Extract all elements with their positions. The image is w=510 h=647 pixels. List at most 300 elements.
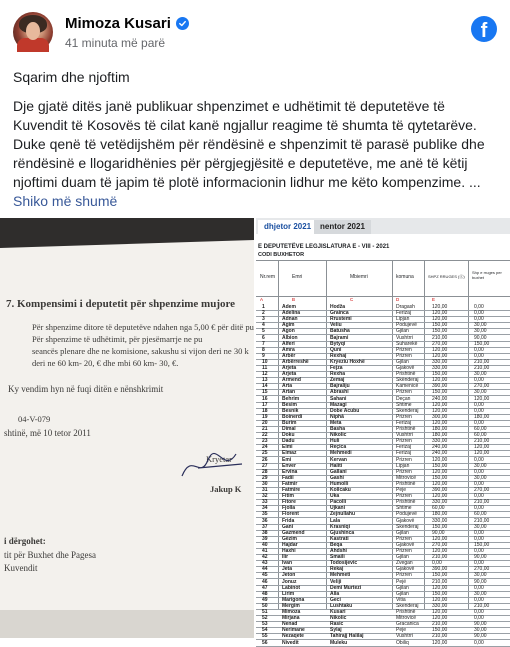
table-cell: 180,00 bbox=[432, 432, 448, 439]
table-cell: 28 bbox=[262, 468, 268, 475]
table-cell: 0,00 bbox=[474, 560, 484, 567]
table-cell: Haliti bbox=[330, 462, 343, 469]
table-cell: 0,00 bbox=[432, 560, 442, 567]
table-cell: Krasniqi bbox=[330, 523, 351, 530]
table-cell: Veliu bbox=[330, 322, 342, 329]
photo-expense-spreadsheet[interactable] bbox=[256, 218, 510, 646]
author-name[interactable]: Mimoza Kusari bbox=[65, 14, 171, 32]
table-cell: 2 bbox=[262, 310, 265, 317]
table-cell: 120,00 bbox=[432, 377, 448, 384]
table-cell: Prizren bbox=[396, 456, 412, 463]
facebook-icon[interactable]: f bbox=[471, 16, 497, 42]
table-cell: Grainca bbox=[330, 310, 349, 317]
table-cell: Arbër bbox=[282, 352, 296, 359]
handwritten-signature bbox=[178, 446, 248, 486]
table-cell: 32 bbox=[262, 493, 268, 500]
table-cell: 90,00 bbox=[474, 633, 487, 640]
table-cell: Meta bbox=[330, 419, 342, 426]
doc-reference: 04-V-079 bbox=[18, 414, 51, 424]
table-cell: Ivan bbox=[282, 560, 293, 567]
table-cell: 30,00 bbox=[474, 572, 487, 579]
table-cell: Elmaz bbox=[282, 450, 297, 457]
table-cell: Vushtrri bbox=[396, 633, 414, 640]
doc-line: deri ne 60 km- 20, € dhe mbi 60 km- 30, €. bbox=[32, 358, 179, 368]
table-cell: Mitrovicë bbox=[396, 615, 417, 622]
table-cell: Sylaj bbox=[330, 627, 342, 634]
post-body: Dje gjatë ditës janë publikuar shpenzimet e udhëtimit të deputetëve të Kuvendit të Kosovës të cilat kanë ngjallur reagime të shumta të qytetarëve. Duke qenë të vetëdijshëm për rëndësinë e shpenzimit të parasë publike dhe rëndësinë e llogaridhënies për përgjegjësitë e deputetëve, me anë të këtij njoftimi duam të japim të plotë informacionin lidhur me këto kompenzime. ... bbox=[13, 98, 485, 190]
table-cell: 240,00 bbox=[432, 450, 448, 457]
table-cell: 52 bbox=[262, 615, 268, 622]
table-cell: 39 bbox=[262, 535, 268, 542]
author-avatar[interactable] bbox=[13, 12, 53, 52]
table-cell: 0,00 bbox=[474, 407, 484, 414]
table-cell: 0,00 bbox=[474, 310, 484, 317]
table-cell: 270,00 bbox=[474, 487, 490, 493]
table-cell: Humolli bbox=[330, 480, 349, 487]
table-cell: Gjilan bbox=[396, 554, 409, 561]
table-cell: Sahani bbox=[330, 395, 347, 402]
table-cell: Peje bbox=[396, 627, 407, 634]
sheet-tab-bar bbox=[256, 218, 510, 234]
table-cell: Besnik bbox=[282, 407, 299, 414]
table-cell: Enver bbox=[282, 462, 296, 469]
table-cell: Dragash bbox=[396, 304, 415, 310]
table-cell: 150,00 bbox=[432, 627, 448, 634]
post-timestamp[interactable]: 41 minuta më parë bbox=[65, 36, 166, 50]
table-cell: Gjilan bbox=[396, 590, 409, 597]
table-cell: 6 bbox=[262, 334, 265, 341]
table-cell: 30,00 bbox=[474, 322, 487, 329]
table-cell: 0,00 bbox=[474, 468, 484, 475]
doc-signature-title: Kryetar bbox=[206, 454, 232, 464]
col-letter: D bbox=[396, 297, 400, 302]
doc-heading: 7. Kompensimi i deputetit për shpenzime mujore bbox=[6, 298, 236, 310]
table-cell: Ilir bbox=[282, 554, 289, 561]
table-cell: 0,00 bbox=[474, 609, 484, 615]
table-cell: Adnan bbox=[282, 316, 298, 323]
table-cell: Hodža bbox=[330, 304, 345, 310]
table-cell: 31 bbox=[262, 487, 268, 493]
table-row bbox=[256, 640, 510, 647]
table-cell: 120,00 bbox=[432, 401, 448, 408]
table-cell: 0,00 bbox=[474, 377, 484, 384]
col-letter: C bbox=[350, 297, 354, 302]
table-cell: Gallani bbox=[330, 468, 347, 475]
table-cell: 23 bbox=[262, 438, 268, 445]
table-cell: Gëzim bbox=[282, 535, 298, 542]
table-cell: Mimoza bbox=[282, 609, 301, 615]
table-cell: 4 bbox=[262, 322, 265, 329]
table-cell: 180,00 bbox=[474, 413, 490, 420]
table-cell: 90,00 bbox=[474, 334, 487, 341]
table-cell: 18 bbox=[262, 407, 268, 414]
table-cell: 19 bbox=[262, 413, 268, 420]
table-cell: Prizren bbox=[396, 548, 412, 554]
table-cell: Fitim bbox=[282, 493, 294, 500]
table-cell: 30,00 bbox=[474, 474, 487, 481]
table-cell: 56 bbox=[262, 639, 268, 646]
table-cell: 270,00 bbox=[432, 541, 448, 548]
table-cell: 22 bbox=[262, 432, 268, 439]
table-cell: 36 bbox=[262, 517, 268, 524]
table-cell: Prishtinë bbox=[396, 426, 416, 432]
table-cell: Rexhaj bbox=[330, 352, 347, 359]
table-cell: Kusari bbox=[330, 609, 346, 615]
table-cell: 270,00 bbox=[432, 340, 448, 347]
table-cell: Podujevë bbox=[396, 511, 417, 518]
table-cell: Pacolli bbox=[330, 499, 347, 506]
table-cell: 330,00 bbox=[432, 517, 448, 524]
doc-date: shtinë, më 10 tetor 2011 bbox=[4, 428, 91, 438]
table-cell: Batusha bbox=[330, 328, 350, 335]
table-cell: Obiliq bbox=[396, 639, 409, 646]
table-cell: Smaili bbox=[330, 554, 345, 561]
table-cell: 3 bbox=[262, 316, 265, 323]
table-cell: Ferizaj bbox=[396, 450, 412, 457]
table-cell: 210,00 bbox=[474, 438, 490, 445]
table-cell: Ferizaj bbox=[396, 444, 412, 451]
table-cell: Skenderaj bbox=[396, 523, 419, 530]
table-cell: 120,00 bbox=[432, 609, 448, 615]
table-cell: Lushtaku bbox=[330, 602, 353, 609]
table-cell: Adem bbox=[282, 304, 296, 310]
table-cell: Gjushinca bbox=[330, 529, 355, 536]
table-cell: 330,00 bbox=[432, 365, 448, 371]
table-cell: Prizren bbox=[396, 352, 412, 359]
table-cell: Nikolic bbox=[330, 432, 347, 439]
table-cell: Prizren bbox=[396, 413, 412, 420]
table-cell: 210,00 bbox=[474, 499, 490, 506]
table-cell: 300,00 bbox=[432, 413, 448, 420]
doc-recipient: tit për Buxhet dhe Pagesa bbox=[4, 550, 96, 560]
table-cell: 150,00 bbox=[432, 389, 448, 396]
table-cell: Ferizaj bbox=[396, 419, 412, 426]
col-letter: B bbox=[292, 297, 296, 302]
table-cell: 90,00 bbox=[474, 578, 487, 585]
table-cell: 33 bbox=[262, 499, 268, 506]
table-cell: 90,00 bbox=[474, 621, 487, 628]
doc-recipients-label: i dërgohet: bbox=[4, 536, 46, 546]
table-cell: Agon bbox=[282, 328, 295, 335]
table-cell: Uka bbox=[330, 493, 340, 500]
table-cell: 120,00 bbox=[432, 407, 448, 414]
table-cell: Fatmire bbox=[282, 487, 301, 493]
table-cell: 120,00 bbox=[432, 346, 448, 353]
table-cell: Gjilan bbox=[396, 328, 409, 335]
table-cell: Ferizaj bbox=[396, 310, 412, 317]
table-cell: Mergim bbox=[282, 602, 300, 609]
table-cell: 150,00 bbox=[432, 523, 448, 530]
table-cell: 21 bbox=[262, 426, 268, 432]
table-cell: 120,00 bbox=[432, 316, 448, 323]
table-cell: Basha bbox=[330, 426, 346, 432]
table-cell: Ahdshi bbox=[330, 548, 347, 554]
table-cell: Bajrami bbox=[330, 334, 349, 341]
table-cell: Labinot bbox=[282, 584, 301, 591]
table-cell: 51 bbox=[262, 609, 268, 615]
table-cell: 38 bbox=[262, 529, 268, 536]
table-cell: Prizren bbox=[396, 346, 412, 353]
table-cell: Huli bbox=[330, 438, 340, 445]
table-cell: 0,00 bbox=[474, 493, 484, 500]
table-cell: 150,00 bbox=[432, 328, 448, 335]
spreadsheet bbox=[256, 234, 510, 646]
table-cell: 150,00 bbox=[432, 572, 448, 579]
table-cell: Arjeta bbox=[282, 371, 297, 378]
table-cell: Lirim bbox=[282, 590, 295, 597]
table-cell: 24 bbox=[262, 444, 268, 451]
photo-decision-document[interactable] bbox=[0, 218, 254, 638]
post-title: Sqarim dhe njoftim bbox=[13, 69, 130, 85]
table-cell: 120,00 bbox=[432, 304, 448, 310]
table-cell: Prizren bbox=[396, 535, 412, 542]
table-cell: Nezaqete bbox=[282, 633, 304, 640]
col-header: komuna bbox=[396, 274, 414, 280]
codi-label: CODI BUXHETOR bbox=[258, 252, 305, 258]
table-cell: 150,00 bbox=[474, 340, 490, 347]
table-cell: 120,00 bbox=[432, 456, 448, 463]
table-cell: 11 bbox=[262, 365, 268, 371]
table-cell: Quni bbox=[330, 346, 342, 353]
table-cell: 30 bbox=[262, 480, 268, 487]
table-cell: 0,00 bbox=[474, 529, 484, 536]
table-cell: 0,00 bbox=[474, 639, 484, 646]
table-cell: Prishtinë bbox=[396, 480, 416, 487]
table-cell: 210,00 bbox=[474, 358, 490, 365]
table-cell: Jeta bbox=[282, 566, 293, 573]
table-cell: Alla bbox=[330, 590, 340, 597]
table-cell: Zemaj bbox=[330, 377, 345, 384]
table-cell: Gani bbox=[282, 523, 294, 530]
table-cell: Gashi bbox=[330, 474, 344, 481]
table-cell: 55 bbox=[262, 633, 268, 640]
table-cell: 54 bbox=[262, 627, 268, 634]
post-photos bbox=[0, 218, 510, 646]
table-cell: 0,00 bbox=[474, 419, 484, 426]
table-cell: Fitore bbox=[282, 499, 296, 506]
table-cell: 30,00 bbox=[474, 328, 487, 335]
table-cell: 0,00 bbox=[474, 346, 484, 353]
table-cell: 120,00 bbox=[474, 444, 490, 451]
table-cell: Jeton bbox=[282, 572, 296, 579]
table-cell: 90,00 bbox=[474, 554, 487, 561]
table-cell: Mehmeti bbox=[330, 572, 351, 579]
table-cell: Prizren bbox=[396, 493, 412, 500]
post-header bbox=[13, 10, 497, 54]
table-cell: Zejnullahu bbox=[330, 511, 355, 518]
table-cell: 0,00 bbox=[474, 505, 484, 512]
table-cell: 330,00 bbox=[432, 358, 448, 365]
table-cell: 47 bbox=[262, 584, 268, 591]
table-cell: 29 bbox=[262, 474, 268, 481]
table-cell: 15 bbox=[262, 389, 268, 396]
table-cell: Kryeziu Hoxhë bbox=[330, 358, 365, 365]
table-cell: Veliji bbox=[330, 578, 342, 585]
sheet-tab[interactable]: dhjetor 2021 bbox=[258, 220, 317, 234]
table-cell: 240,00 bbox=[432, 395, 448, 402]
col-header: SHPZ RRUGES (Ⓔ) bbox=[428, 274, 465, 279]
table-cell: Demi Murtezi bbox=[330, 584, 362, 591]
table-cell: 0,00 bbox=[474, 304, 484, 310]
table-cell: 30,00 bbox=[474, 627, 487, 634]
table-cell: 0,00 bbox=[474, 596, 484, 603]
table-cell: Frida bbox=[282, 517, 295, 524]
table-cell: Albion bbox=[282, 334, 298, 341]
table-cell: 120,00 bbox=[432, 584, 448, 591]
table-cell: Bajraliju bbox=[330, 383, 350, 390]
col-letter: E bbox=[432, 297, 436, 302]
table-cell: 0,00 bbox=[474, 535, 484, 542]
table-cell: Beqa bbox=[330, 541, 343, 548]
table-cell: 0,00 bbox=[474, 456, 484, 463]
table-cell: Nivedit bbox=[282, 639, 299, 646]
table-cell: Kastrati bbox=[330, 535, 349, 542]
table-cell: 5 bbox=[262, 328, 265, 335]
table-cell: Tahirajj Halilaj bbox=[330, 633, 364, 640]
table-cell: Mehmedi bbox=[330, 450, 352, 457]
table-cell: Gazmend bbox=[282, 529, 305, 536]
table-cell: 1 bbox=[262, 304, 265, 310]
table-cell: Vitia bbox=[396, 596, 406, 603]
table-cell: Skenderaj bbox=[396, 407, 419, 414]
table-cell: 49 bbox=[262, 596, 268, 603]
table-cell: 330,00 bbox=[432, 602, 448, 609]
table-cell: Nerimane bbox=[282, 627, 305, 634]
table-cell: 180,00 bbox=[432, 426, 448, 432]
table-cell: Ujkani bbox=[330, 505, 346, 512]
table-cell: 150,00 bbox=[474, 541, 490, 548]
table-cell: 390,00 bbox=[432, 383, 448, 390]
see-more-link[interactable]: Shiko më shumë bbox=[13, 193, 118, 209]
table-cell: Gjilan bbox=[396, 529, 409, 536]
table-cell: 180,00 bbox=[432, 511, 448, 518]
table-cell: Gjakovë bbox=[396, 566, 415, 573]
table-cell: Peje bbox=[396, 487, 407, 493]
table-cell: Boinerdi bbox=[282, 413, 303, 420]
col-header: Shp e rruges per buxhet bbox=[472, 270, 502, 280]
table-cell: Bytyqi bbox=[330, 340, 346, 347]
table-cell: Arta bbox=[282, 383, 293, 390]
table-cell: 30,00 bbox=[474, 462, 487, 469]
table-cell: Todosijevic bbox=[330, 560, 358, 567]
table-cell: Amra bbox=[282, 346, 295, 353]
table-cell: Besim bbox=[282, 401, 298, 408]
table-cell: Nikolic bbox=[330, 615, 347, 622]
table-cell: Reçica bbox=[330, 444, 347, 451]
table-cell: Rasic bbox=[330, 621, 344, 628]
table-cell: Emi bbox=[282, 456, 292, 463]
table-cell: 30,00 bbox=[474, 523, 487, 530]
table-cell: 12 bbox=[262, 371, 268, 378]
doc-recipient: Kuvendit bbox=[4, 563, 38, 573]
table-cell: 210,00 bbox=[432, 334, 448, 341]
table-cell: 210,00 bbox=[432, 578, 448, 585]
table-cell: Burim bbox=[282, 419, 297, 426]
table-cell: Abrashi bbox=[330, 389, 349, 396]
table-cell: Doku bbox=[282, 432, 295, 439]
table-cell: 270,00 bbox=[474, 383, 490, 390]
table-cell: Fejza bbox=[330, 365, 343, 371]
table-cell: Prizren bbox=[396, 389, 412, 396]
table-cell: 120,00 bbox=[432, 596, 448, 603]
table-cell: 44 bbox=[262, 566, 268, 573]
table-cell: Nenad bbox=[282, 621, 298, 628]
doc-line: Ky vendim hyn në fuqi ditën e nënshkrimit bbox=[8, 384, 164, 394]
table-cell: Gjakovë bbox=[396, 517, 415, 524]
table-cell: 210,00 bbox=[432, 633, 448, 640]
table-cell: Zvegan bbox=[396, 560, 413, 567]
table-cell: 120,00 bbox=[474, 395, 490, 402]
table-cell: Suharekë bbox=[396, 340, 418, 347]
table-cell: Dadu bbox=[282, 438, 295, 445]
table-cell: 0,00 bbox=[474, 615, 484, 622]
table-cell: 45 bbox=[262, 572, 268, 579]
post-text bbox=[13, 68, 501, 211]
table-cell: Shtime bbox=[396, 401, 412, 408]
table-cell: 14 bbox=[262, 383, 268, 390]
table-cell: 120,00 bbox=[432, 480, 448, 487]
table-cell: Ervina bbox=[282, 468, 298, 475]
table-cell: Artan bbox=[282, 389, 296, 396]
table-cell: 90,00 bbox=[432, 529, 445, 536]
table-cell: 16 bbox=[262, 395, 268, 402]
table-cell: 120,00 bbox=[432, 352, 448, 359]
table-cell: 25 bbox=[262, 450, 268, 457]
sheet-tab[interactable]: nentor 2021 bbox=[314, 220, 371, 234]
table-cell: Prizren bbox=[396, 438, 412, 445]
table-cell: 270,00 bbox=[474, 566, 490, 573]
table-cell: 37 bbox=[262, 523, 268, 530]
table-cell: Kamenicë bbox=[396, 383, 419, 390]
table-cell: 35 bbox=[262, 511, 268, 518]
table-cell: 240,00 bbox=[432, 444, 448, 451]
table-cell: Niphâ bbox=[330, 413, 344, 420]
table-cell: 50 bbox=[262, 602, 268, 609]
table-cell: 42 bbox=[262, 554, 268, 561]
table-cell: Shtime bbox=[396, 505, 412, 512]
table-cell: 330,00 bbox=[432, 438, 448, 445]
table-cell: Kollcaku bbox=[330, 487, 351, 493]
table-cell: 210,00 bbox=[432, 554, 448, 561]
table-cell: 7 bbox=[262, 340, 265, 347]
table-cell: 210,00 bbox=[474, 365, 490, 371]
table-cell: 0,00 bbox=[474, 401, 484, 408]
table-cell: 150,00 bbox=[432, 371, 448, 378]
table-cell: Behrim bbox=[282, 395, 300, 402]
table-cell: 8 bbox=[262, 346, 265, 353]
table-cell: 34 bbox=[262, 505, 268, 512]
table-cell: Gjakovë bbox=[396, 365, 415, 371]
table-cell: Fadil bbox=[282, 474, 294, 481]
table-cell: 120,00 bbox=[432, 419, 448, 426]
table-cell: Hajdar bbox=[282, 541, 298, 548]
table-cell: Elmi bbox=[282, 444, 293, 451]
table-cell: 210,00 bbox=[432, 621, 448, 628]
table-cell: 150,00 bbox=[432, 474, 448, 481]
table-cell: Alferi bbox=[282, 340, 295, 347]
table-cell: Geci bbox=[330, 596, 341, 603]
table-cell: Rekaj bbox=[330, 566, 344, 573]
table-cell: Lipjan bbox=[396, 462, 410, 469]
table-cell: 390,00 bbox=[432, 566, 448, 573]
table-cell: Marigona bbox=[282, 596, 305, 603]
table-cell: Gjakovë bbox=[396, 541, 415, 548]
table-cell: 40 bbox=[262, 541, 268, 548]
table-cell: Prishtinë bbox=[396, 499, 416, 506]
table-cell: Rrustemi bbox=[330, 316, 352, 323]
table-cell: Agim bbox=[282, 322, 295, 329]
table-cell: 120,00 bbox=[432, 615, 448, 622]
